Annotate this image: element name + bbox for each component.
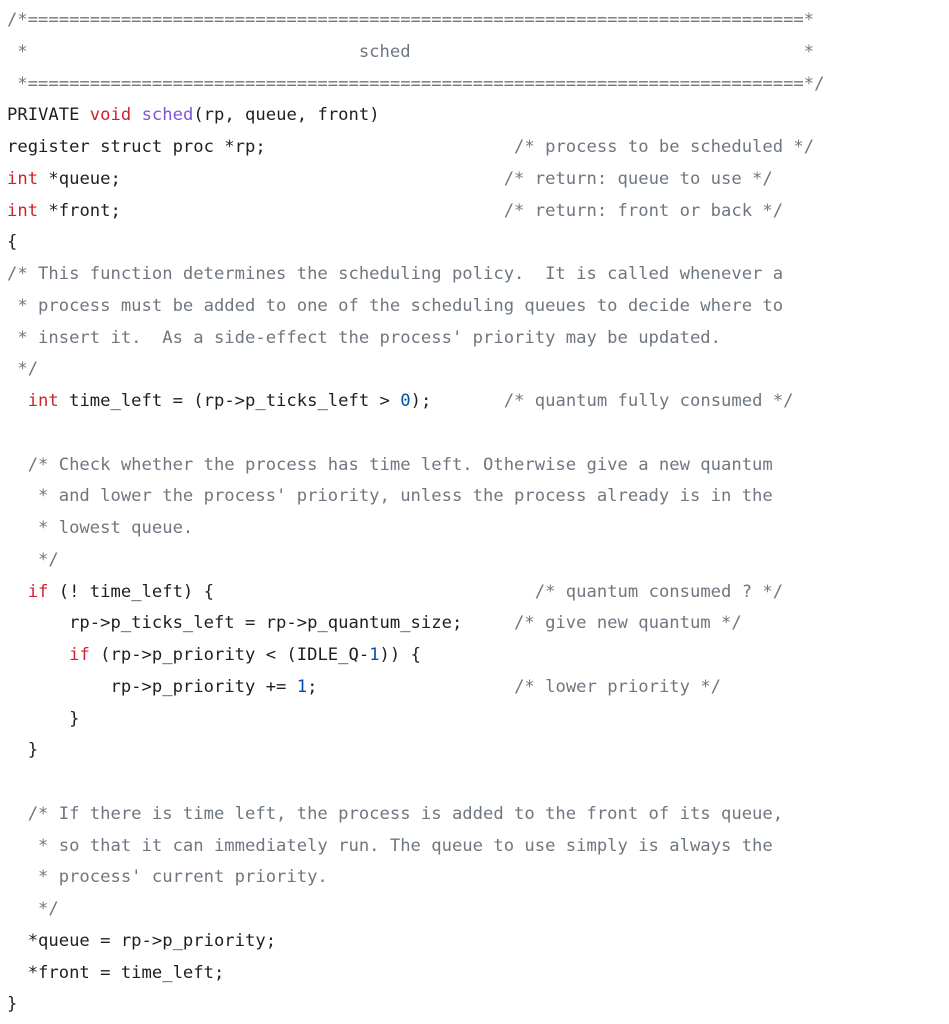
number-token: 1 — [296, 676, 308, 697]
code-line — [0, 37, 949, 69]
comment-token: */ — [7, 549, 59, 570]
code-token: ); — [410, 391, 504, 411]
code-line — [0, 227, 949, 259]
keyword-token: void — [89, 105, 132, 126]
code-line — [0, 291, 949, 323]
comment-token: * so that it can immediately run. The queue to use simply is always the — [7, 835, 773, 856]
code-token: } — [7, 994, 18, 1015]
code-token — [7, 391, 28, 411]
code-line — [0, 450, 949, 482]
code-line — [0, 259, 949, 291]
comment-token: * process' current priority. — [7, 867, 328, 888]
code-token — [131, 105, 141, 125]
code-line — [0, 323, 949, 355]
keyword-token: if — [27, 581, 49, 602]
comment-token: /* lower priority */ — [514, 676, 722, 697]
comment-token: /* give new quantum */ — [514, 613, 742, 634]
code-token: { — [7, 232, 18, 253]
keyword-token: int — [7, 200, 39, 221]
code-line — [0, 926, 949, 958]
code-line — [0, 831, 949, 863]
comment-token: /* This function determines the scheduling policy. It is called whenever a — [7, 264, 784, 284]
code-line — [0, 577, 949, 609]
comment-token: * insert it. As a side-effect the process' priority may be updated. — [7, 327, 721, 348]
comment-token: /* return: queue to use */ — [503, 168, 773, 189]
code-token: (! time_left) { — [48, 581, 535, 602]
code-token: rp->p_priority += — [7, 676, 297, 697]
comment-token: * lowest queue. — [7, 518, 194, 538]
comment-token: * process must be added to one of the scheduling queues to decide where to — [7, 295, 784, 316]
code-line — [0, 608, 949, 640]
code-token: time_left = (rp->p_ticks_left > — [58, 391, 401, 411]
code-line — [0, 386, 949, 418]
code-line — [0, 894, 949, 926]
code-token — [7, 645, 69, 665]
comment-token: /* If there is time left, the process is added to the front of its queue, — [7, 803, 784, 824]
code-line — [0, 164, 949, 196]
code-token: )) { — [379, 645, 421, 665]
code-line — [0, 735, 949, 767]
code-token: PRIVATE — [7, 105, 90, 126]
code-token: *front = time_left; — [7, 962, 225, 983]
code-token: rp->p_ticks_left = rp->p_quantum_size; — [7, 613, 515, 634]
code-token: } — [7, 740, 39, 761]
keyword-token: int — [7, 168, 39, 189]
code-line — [0, 640, 949, 672]
code-line — [0, 5, 949, 37]
keyword-token: int — [27, 391, 59, 411]
code-line — [0, 354, 949, 386]
code-token: register struct proc *rp; — [7, 137, 515, 157]
keyword-token: if — [69, 645, 90, 665]
number-token: 1 — [369, 645, 380, 665]
code-line — [0, 799, 949, 831]
comment-token: *===========================================================================*/ — [7, 73, 825, 94]
comment-token: /* Check whether the process has time left. Otherwise give a new quantum — [7, 454, 773, 475]
code-line — [0, 704, 949, 736]
code-line — [0, 513, 949, 545]
code-line — [0, 69, 949, 101]
code-line — [0, 767, 949, 799]
code-line — [0, 958, 949, 990]
comment-token: /* return: front or back */ — [503, 200, 784, 221]
code-token: *queue = rp->p_priority; — [7, 930, 277, 951]
code-line — [0, 196, 949, 228]
code-token: *front; — [38, 200, 504, 221]
code-token: } — [7, 708, 80, 729]
code-line — [0, 862, 949, 894]
comment-token: /* quantum fully consumed */ — [503, 391, 794, 411]
function-name-token: sched — [141, 105, 194, 126]
code-line — [0, 989, 949, 1021]
code-line — [0, 418, 949, 450]
code-token: (rp, queue, front) — [193, 105, 380, 126]
code-line — [0, 672, 949, 704]
code-line — [0, 132, 949, 164]
comment-token: /* quantum consumed ? */ — [534, 581, 784, 602]
code-token: ; — [307, 676, 515, 697]
code-token: (rp->p_priority < (IDLE_Q- — [89, 645, 370, 665]
comment-token: * sched * — [7, 41, 815, 62]
comment-token: */ — [7, 359, 39, 380]
code-token — [7, 582, 28, 602]
number-token: 0 — [400, 391, 411, 411]
comment-token: /*===========================================================================* — [7, 10, 815, 30]
code-token: *queue; — [38, 168, 504, 189]
code-line — [0, 481, 949, 513]
comment-token: * and lower the process' priority, unless the process already is in the — [7, 486, 773, 507]
comment-token: */ — [7, 899, 59, 919]
code-line — [0, 545, 949, 577]
comment-token: /* process to be scheduled */ — [514, 137, 815, 157]
code-line — [0, 100, 949, 132]
